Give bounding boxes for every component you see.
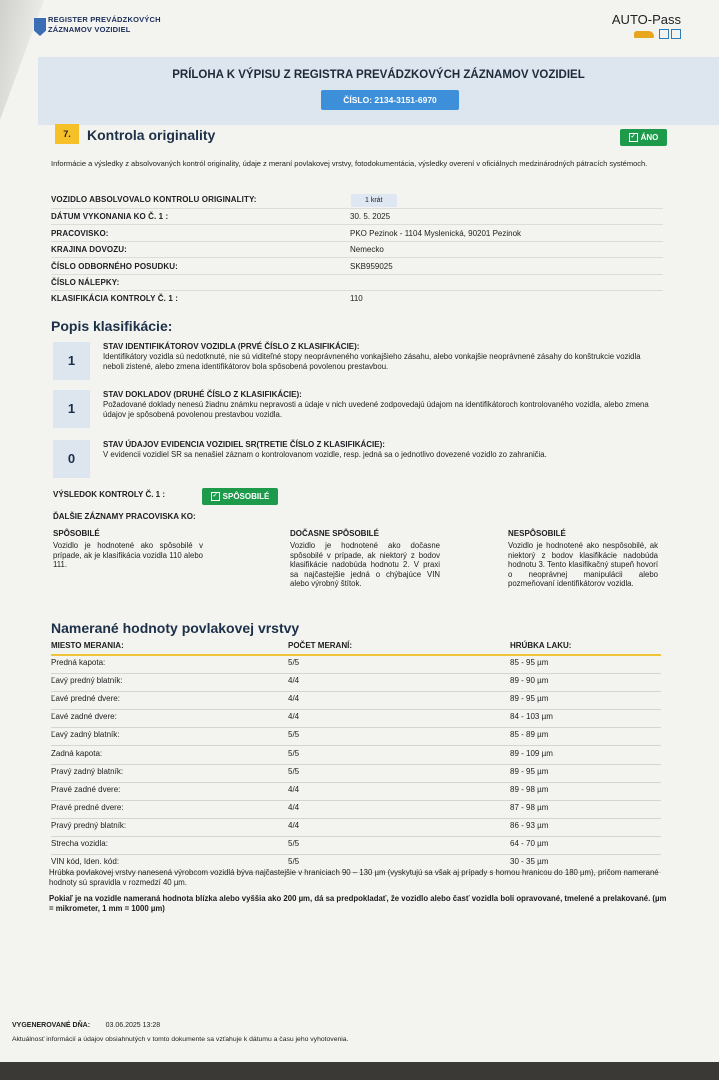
- logo-line-1: REGISTER PREVÁDZKOVÝCH: [48, 15, 161, 24]
- info-row: [51, 229, 671, 245]
- brand-name: AUTO-Pass: [611, 12, 681, 27]
- section-title: Kontrola originality: [87, 127, 216, 143]
- record-column: [508, 529, 658, 589]
- table-row: [51, 691, 661, 710]
- registry-logo: [48, 15, 161, 35]
- background-edge: [0, 1062, 719, 1080]
- document-title: PRÍLOHA K VÝPISU Z REGISTRA PREVÁDZKOVÝCH ZÁZNAMOV VOZIDIEL: [172, 69, 585, 81]
- record-title: SPÔSOBILÉ: [53, 529, 100, 538]
- count-cell: 5/5: [288, 658, 300, 667]
- classification-value: 1: [53, 342, 90, 380]
- count-cell: 5/5: [288, 839, 300, 848]
- table-row: [51, 727, 661, 746]
- result-label: VÝSLEDOK KONTROLY Č. 1 :: [53, 490, 166, 499]
- thickness-cell: 89 - 95 µm: [510, 766, 549, 776]
- table-row: [51, 673, 661, 692]
- count-cell: 4/4: [288, 802, 300, 812]
- classification-value: 1: [53, 390, 90, 428]
- info-value: 110: [350, 294, 363, 303]
- location-cell: Pravý zadný blatník:: [51, 766, 124, 776]
- record-column: [290, 529, 440, 589]
- info-label: PRACOVISKO:: [51, 229, 109, 238]
- count-cell: 4/4: [288, 820, 300, 830]
- location-cell: Ľavé predné dvere:: [51, 694, 120, 704]
- check-icon: ✓: [630, 134, 636, 141]
- classification-item: [53, 440, 663, 484]
- classification-item: [53, 342, 663, 386]
- document-number-badge: ČÍSLO: 2134-3151-6970: [321, 90, 459, 110]
- count-cell: 4/4: [288, 694, 300, 704]
- generated-info: [12, 1022, 160, 1029]
- checkbox-icon: [659, 29, 669, 39]
- info-label: ČÍSLO ODBORNÉHO POSUDKU:: [51, 262, 178, 271]
- location-cell: Ľavý predný blatník:: [51, 676, 123, 686]
- info-label: VOZIDLO ABSOLVOVALO KONTROLU ORIGINALITY:: [51, 195, 257, 204]
- column-header: HRÚBKA LAKU:: [510, 641, 572, 650]
- info-label: KRAJINA DOVOZU:: [51, 245, 127, 254]
- result-badge: [202, 488, 278, 505]
- intro-text: Informácie a výsledky z absolvovaných kontról originality, údaje z meraní povlakovej vrstvy, fotodokumentácia, výsledky overení v oficiálnych medzinárodných pátracích systémoch.: [51, 159, 648, 168]
- count-cell: 5/5: [288, 748, 300, 758]
- thickness-cell: 89 - 95 µm: [510, 694, 549, 704]
- info-label: DÁTUM VYKONANIA KO Č. 1 :: [51, 212, 169, 221]
- result-value: SPÔSOBILÉ: [222, 492, 270, 501]
- thickness-cell: 85 - 95 µm: [510, 658, 549, 667]
- location-cell: Predná kapota:: [51, 658, 106, 667]
- status-badge: [620, 129, 667, 146]
- footer-warning: Pokiaľ je na vozidle nameraná hodnota blízka alebo vyššia ako 200 µm, dá sa predpokladať, že vozidlo alebo časť vozidla boli opravované, tmelené a prelakované. (µm = mikrometer, 1 mm = 1000 µm): [49, 894, 667, 913]
- classification-title: STAV ÚDAJOV EVIDENCIA VOZIDIEL SR(TRETIE ČÍSLO Z KLASIFIKÁCIE):: [103, 440, 385, 449]
- info-value: SKB959025: [350, 262, 393, 271]
- info-row: [51, 294, 671, 310]
- location-cell: Zadná kapota:: [51, 748, 103, 758]
- location-cell: VIN kód, Iden. kód:: [51, 857, 120, 867]
- location-cell: Pravé zadné dvere:: [51, 784, 121, 794]
- classification-title: STAV IDENTIFIKÁTOROV VOZIDLA (PRVÉ ČÍSLO Z KLASIFIKÁCIE):: [103, 342, 360, 351]
- info-row: [51, 245, 671, 261]
- location-cell: Ľavý zadný blatník:: [51, 730, 120, 740]
- record-title: DOČASNE SPÔSOBILÉ: [290, 529, 379, 538]
- classification-item: [53, 390, 663, 434]
- record-column: [53, 529, 203, 570]
- info-value: 1 krát: [351, 194, 397, 207]
- table-header: [51, 640, 661, 656]
- location-cell: Ľavé zadné dvere:: [51, 712, 117, 722]
- count-cell: 5/5: [288, 857, 300, 867]
- registry-shield-icon: [34, 18, 46, 36]
- records-heading: ĎALŠIE ZÁZNAMY PRACOVISKA KO:: [53, 512, 196, 521]
- classification-heading: Popis klasifikácie:: [51, 318, 173, 334]
- generated-value: 03.06.2025 13:28: [105, 1022, 161, 1029]
- info-label: KLASIFIKÁCIA KONTROLY Č. 1 :: [51, 294, 178, 303]
- column-header: MIESTO MERANIA:: [51, 641, 124, 650]
- title-banner: [38, 57, 719, 125]
- classification-value: 0: [53, 440, 90, 478]
- checkbox-icon: [671, 29, 681, 39]
- classification-text: V evidencii vozidiel SR sa nenašiel záznam o kontrolovanom vozidle, resp. jedná sa o jednotlivo dovezené vozidlo zo zahraničia.: [103, 450, 547, 459]
- car-icon: [634, 31, 654, 38]
- count-cell: 4/4: [288, 712, 300, 722]
- count-cell: 4/4: [288, 676, 300, 686]
- info-row: [51, 278, 671, 294]
- header: [0, 0, 719, 56]
- record-text: Vozidlo je hodnotené ako spôsobilé v prípade, ak je klasifikácia vozidla 110 alebo 111.: [53, 541, 203, 570]
- table-row: [51, 800, 661, 819]
- info-label: ČÍSLO NÁLEPKY:: [51, 278, 120, 287]
- classification-title: STAV DOKLADOV (DRUHÉ ČÍSLO Z KLASIFIKÁCIE):: [103, 390, 302, 399]
- measurements-heading: Namerané hodnoty povlakovej vrstvy: [51, 620, 300, 636]
- section-number: 7.: [55, 124, 79, 144]
- table-row: [51, 818, 661, 837]
- table-row: [51, 782, 661, 801]
- thickness-cell: 84 - 103 µm: [510, 712, 553, 722]
- thickness-cell: 30 - 35 µm: [510, 857, 549, 867]
- info-value: 30. 5. 2025: [350, 212, 391, 221]
- info-value: Nemecko: [350, 245, 384, 254]
- count-cell: 4/4: [288, 784, 300, 794]
- table-row: [51, 836, 661, 855]
- table-row: [51, 709, 661, 728]
- info-row: [51, 262, 671, 278]
- info-row: [51, 212, 671, 228]
- disclaimer: Aktuálnosť informácií a údajov obsiahnutých v tomto dokumente sa vzťahuje k dátumu a času jeho vyhotovenia.: [12, 1036, 349, 1043]
- status-label: ÁNO: [640, 133, 659, 142]
- thickness-cell: 89 - 98 µm: [510, 784, 549, 794]
- record-text: Vozidlo je hodnotené ako dočasne spôsobilé v prípade, ak niektorý z bodov klasifikácie nadobúda hodnotu 2. V praxi sa najčastejšie jedná o chýbajúce VIN alebo výrobný štítok.: [290, 541, 440, 589]
- logo-line-2: ZÁZNAMOV VOZIDIEL: [48, 25, 131, 34]
- column-header: POČET MERANÍ:: [288, 641, 352, 650]
- generated-label: VYGENEROVANÉ DŇA:: [12, 1022, 91, 1029]
- info-value: PKO Pezinok - 1104 Myslenická, 90201 Pezinok: [350, 229, 522, 238]
- count-cell: 5/5: [288, 766, 300, 776]
- record-text: Vozidlo je hodnotené ako nespôsobilé, ak niektorý z bodov klasifikácie nadobúda hodnotu 3. Tento klasifikačný stupeň hovorí o neoprávnej manipulácii alebo pozmeňovaní identifikátorov vozidla.: [508, 541, 658, 589]
- thickness-cell: 87 - 98 µm: [510, 802, 549, 812]
- table-row: [51, 764, 661, 783]
- thickness-cell: 85 - 89 µm: [510, 730, 549, 740]
- check-icon: ✓: [212, 493, 218, 500]
- thickness-cell: 86 - 93 µm: [510, 820, 549, 830]
- location-cell: Pravý predný blatník:: [51, 820, 127, 830]
- table-row: [51, 655, 661, 674]
- classification-text: Požadované doklady nenesú žiadnu známku nepravosti a údaje v nich uvedené zodpovedajú údajom na identifikátoroch kontrolovaného vozidla, alebo zmena údajov je spôsobená povolenou prestavbou vozidla.: [103, 400, 649, 419]
- thickness-cell: 89 - 90 µm: [510, 676, 549, 686]
- table-row: [51, 746, 661, 765]
- count-cell: 5/5: [288, 730, 300, 740]
- location-cell: Pravé predné dvere:: [51, 802, 124, 812]
- record-title: NESPÔSOBILÉ: [508, 529, 566, 538]
- thickness-cell: 89 - 109 µm: [510, 748, 553, 758]
- location-cell: Strecha vozidla:: [51, 839, 108, 848]
- autopass-logo: [612, 12, 681, 40]
- footer-note: Hrúbka povlakovej vrstvy nanesená výrobcom vozidlá býva najčastejšie v hraniciach 90 – 130 µm (vyskytujú sa však aj prípady s hornou hranicou do 180 µm), pričom namerané hodnoty sú spravidla v rozmedzí 40 µm.: [49, 868, 659, 887]
- thickness-cell: 64 - 70 µm: [510, 839, 549, 848]
- classification-text: Identifikátory vozidla sú nedotknuté, nie sú viditeľné stopy neoprávneného vonkajšieho zásahu, alebo vonkajšie neoprávnené zásahy do konštrukcie vozidla neboli zistené, alebo zmena identifikátorov bola spôsobená povolenou prestavbou.: [103, 352, 641, 371]
